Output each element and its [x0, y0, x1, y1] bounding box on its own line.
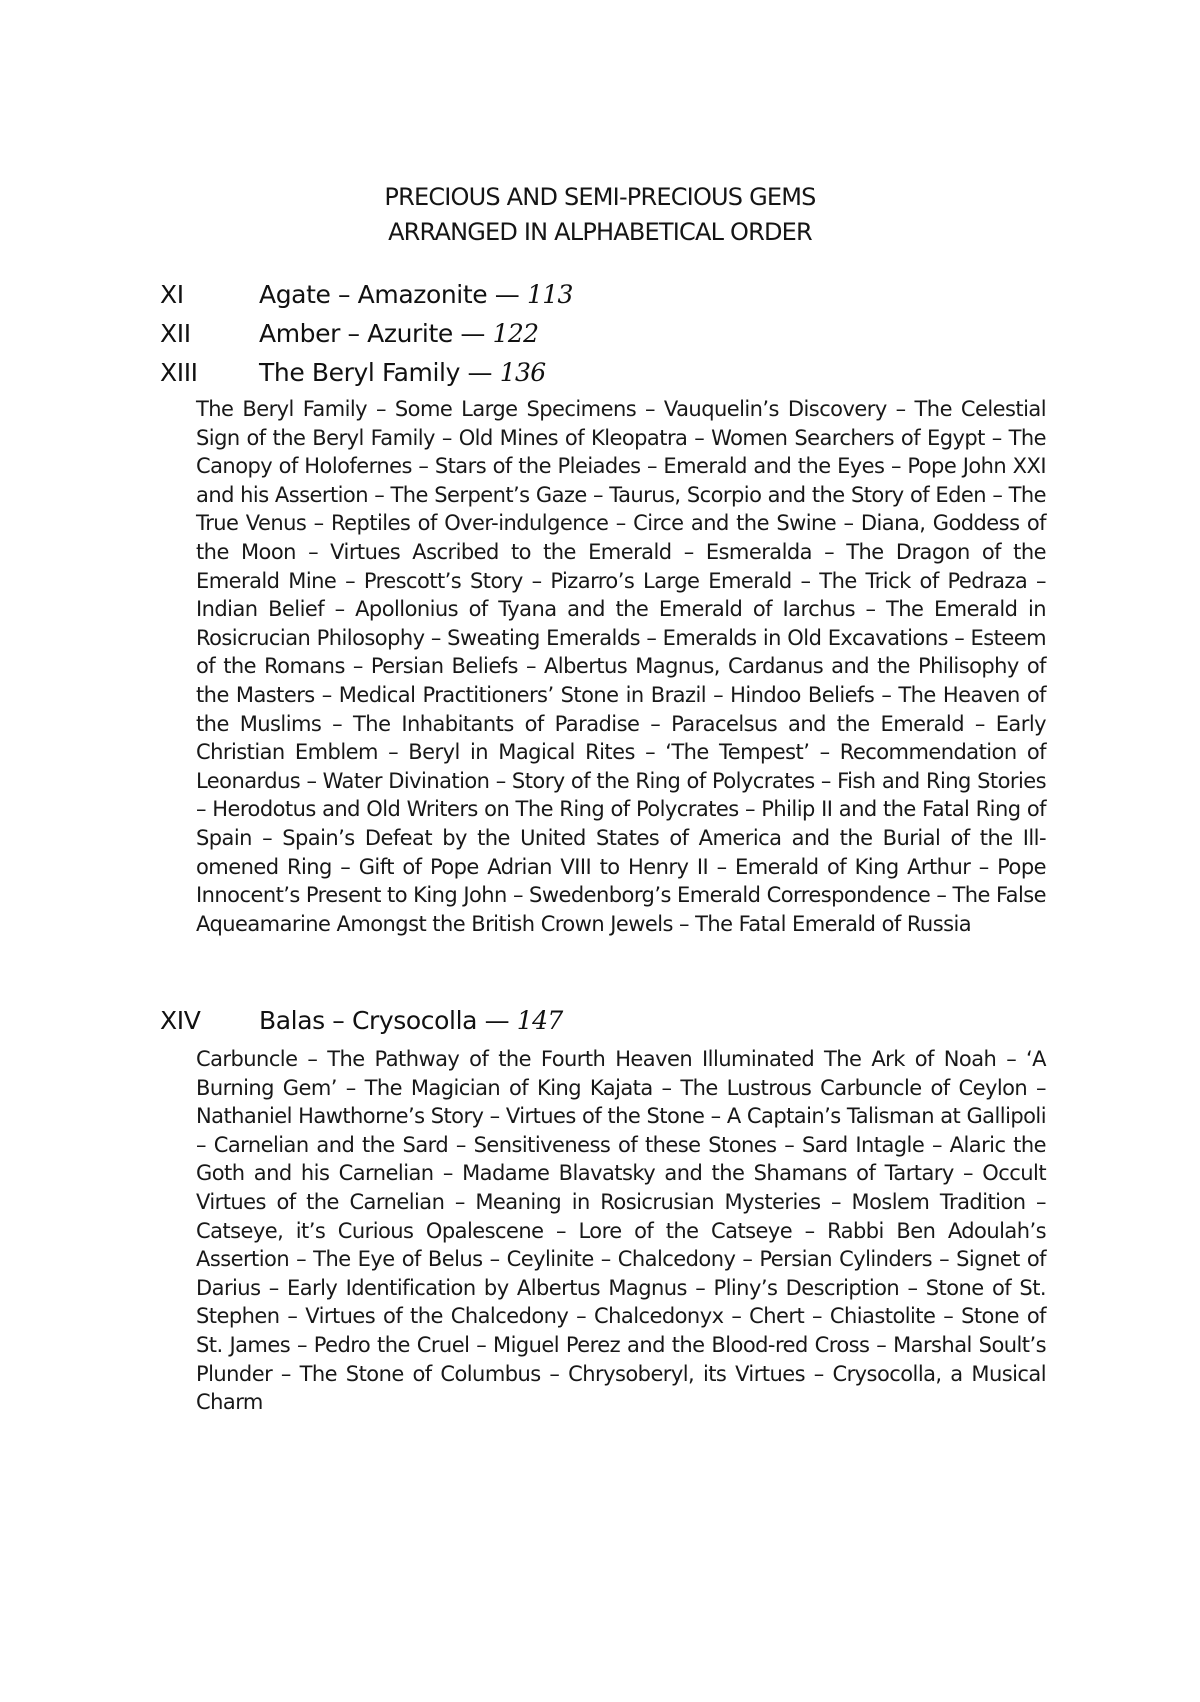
chapter-numeral: XII: [160, 319, 191, 348]
chapter-entry-xi: [160, 276, 1120, 314]
chapter-entry-xii: [160, 315, 1120, 353]
chapter-summary-xiii: The Beryl Family – Some Large Specimens – Vauquelin’s Discovery – The Celestial Sign of the Beryl Family – Old Mines of Kleopatra – Women Searchers of Egypt – The Canopy of Holofernes – Stars of the Pleiades – Emerald and the Eyes – Pope John XXI and his Assertion – The Serpent’s Gaze – Taurus, Scorpio and the Story of Eden – The True Venus – Reptiles of Over-indulgence – Circe and the Swine – Diana, Goddess of the Moon – Virtues Ascribed to the Emerald – Esmeralda – The Dragon of the Emerald Mine – Prescott’s Story – Pizarro’s Large Emerald – The Trick of Pedraza – Indian Belief – Apollonius of Tyana and the Emerald of Iarchus – The Emerald in Rosicrucian Philosophy – Sweating Emeralds – Emeralds in Old Excavations – Esteem of the Romans – Persian Beliefs – Albertus Magnus, Cardanus and the Philisophy of the Masters – Medical Practitioners’ Stone in Brazil – Hindoo Beliefs – The Heaven of the Muslims – The Inhabitants of Paradise – Paracelsus and the Emerald – Early Christian Emblem – Beryl in Magical Rites – ‘The Tempest’ – Recommendation of Leonardus – Water Divination – Story of the Ring of Polycrates – Fish and Ring Stories – Herodotus and Old Writers on The Ring of Polycrates – Philip II and the Fatal Ring of Spain – Spain’s Defeat by the United States of America and the Burial of the Ill-omened Ring – Gift of Pope Adrian VIII to Henry II – Emerald of King Arthur – Pope Innocent’s Present to King John – Swedenborg’s Emerald Correspondence – The False Aqueamarine Amongst the British Crown Jewels – The Fatal Emerald of Russia: [196, 397, 1046, 936]
heading-line-1: PRECIOUS AND SEMI-PRECIOUS GEMS: [384, 183, 816, 211]
chapter-page-number: 113: [526, 280, 573, 309]
chapter-numeral: XIV: [160, 1006, 201, 1035]
chapter-title: Amber – Azurite —: [259, 319, 486, 348]
chapter-title-line: [259, 276, 573, 314]
chapter-page-number: 122: [492, 319, 539, 348]
chapter-page-number: 147: [516, 1006, 563, 1035]
chapter-numeral: XI: [160, 280, 184, 309]
heading-line-2: ARRANGED IN ALPHABETICAL ORDER: [388, 218, 812, 246]
chapter-page-number: 136: [499, 358, 546, 387]
chapter-summary-xiv: Carbuncle – The Pathway of the Fourth Heaven Illuminated The Ark of Noah – ‘A Burning Gem’ – The Magician of King Kajata – The Lustrous Carbuncle of Ceylon – Nathaniel Hawthorne’s Story – Virtues of the Stone – A Captain’s Talisman at Gallipoli – Carnelian and the Sard – Sensitiveness of these Stones – Sard Intagle – Alaric the Goth and his Carnelian – Madame Blavatsky and the Shamans of Tartary – Occult Virtues of the Carnelian – Meaning in Rosicrusian Mysteries – Moslem Tradition – Catseye, it’s Curious Opalescene – Lore of the Catseye – Rabbi Ben Adoulah’s Assertion – The Eye of Belus – Ceylinite – Chalcedony – Persian Cylinders – Signet of Darius – Early Identification by Albertus Magnus – Pliny’s Description – Stone of St. Stephen – Virtues of the Chalcedony – Chalcedonyx – Chert – Chiastolite – Stone of St. James – Pedro the Cruel – Miguel Perez and the Blood-red Cross – Marshal Soult’s Plunder – The Stone of Columbus – Chrysoberyl, its Virtues – Crysocolla, a Musical Charm: [196, 1047, 1046, 1415]
chapter-title: The Beryl Family —: [259, 358, 493, 387]
chapter-title-line: [259, 354, 546, 392]
chapter-title-line: [259, 315, 538, 353]
page-heading: [0, 180, 1200, 250]
chapter-entry-xiii: [160, 354, 1120, 392]
chapter-title: Balas – Crysocolla —: [259, 1006, 510, 1035]
chapter-title: Agate – Amazonite —: [259, 280, 520, 309]
chapter-title-line: [259, 1002, 563, 1040]
chapter-numeral: XIII: [160, 358, 198, 387]
chapter-entry-xiv: [160, 1002, 1120, 1040]
